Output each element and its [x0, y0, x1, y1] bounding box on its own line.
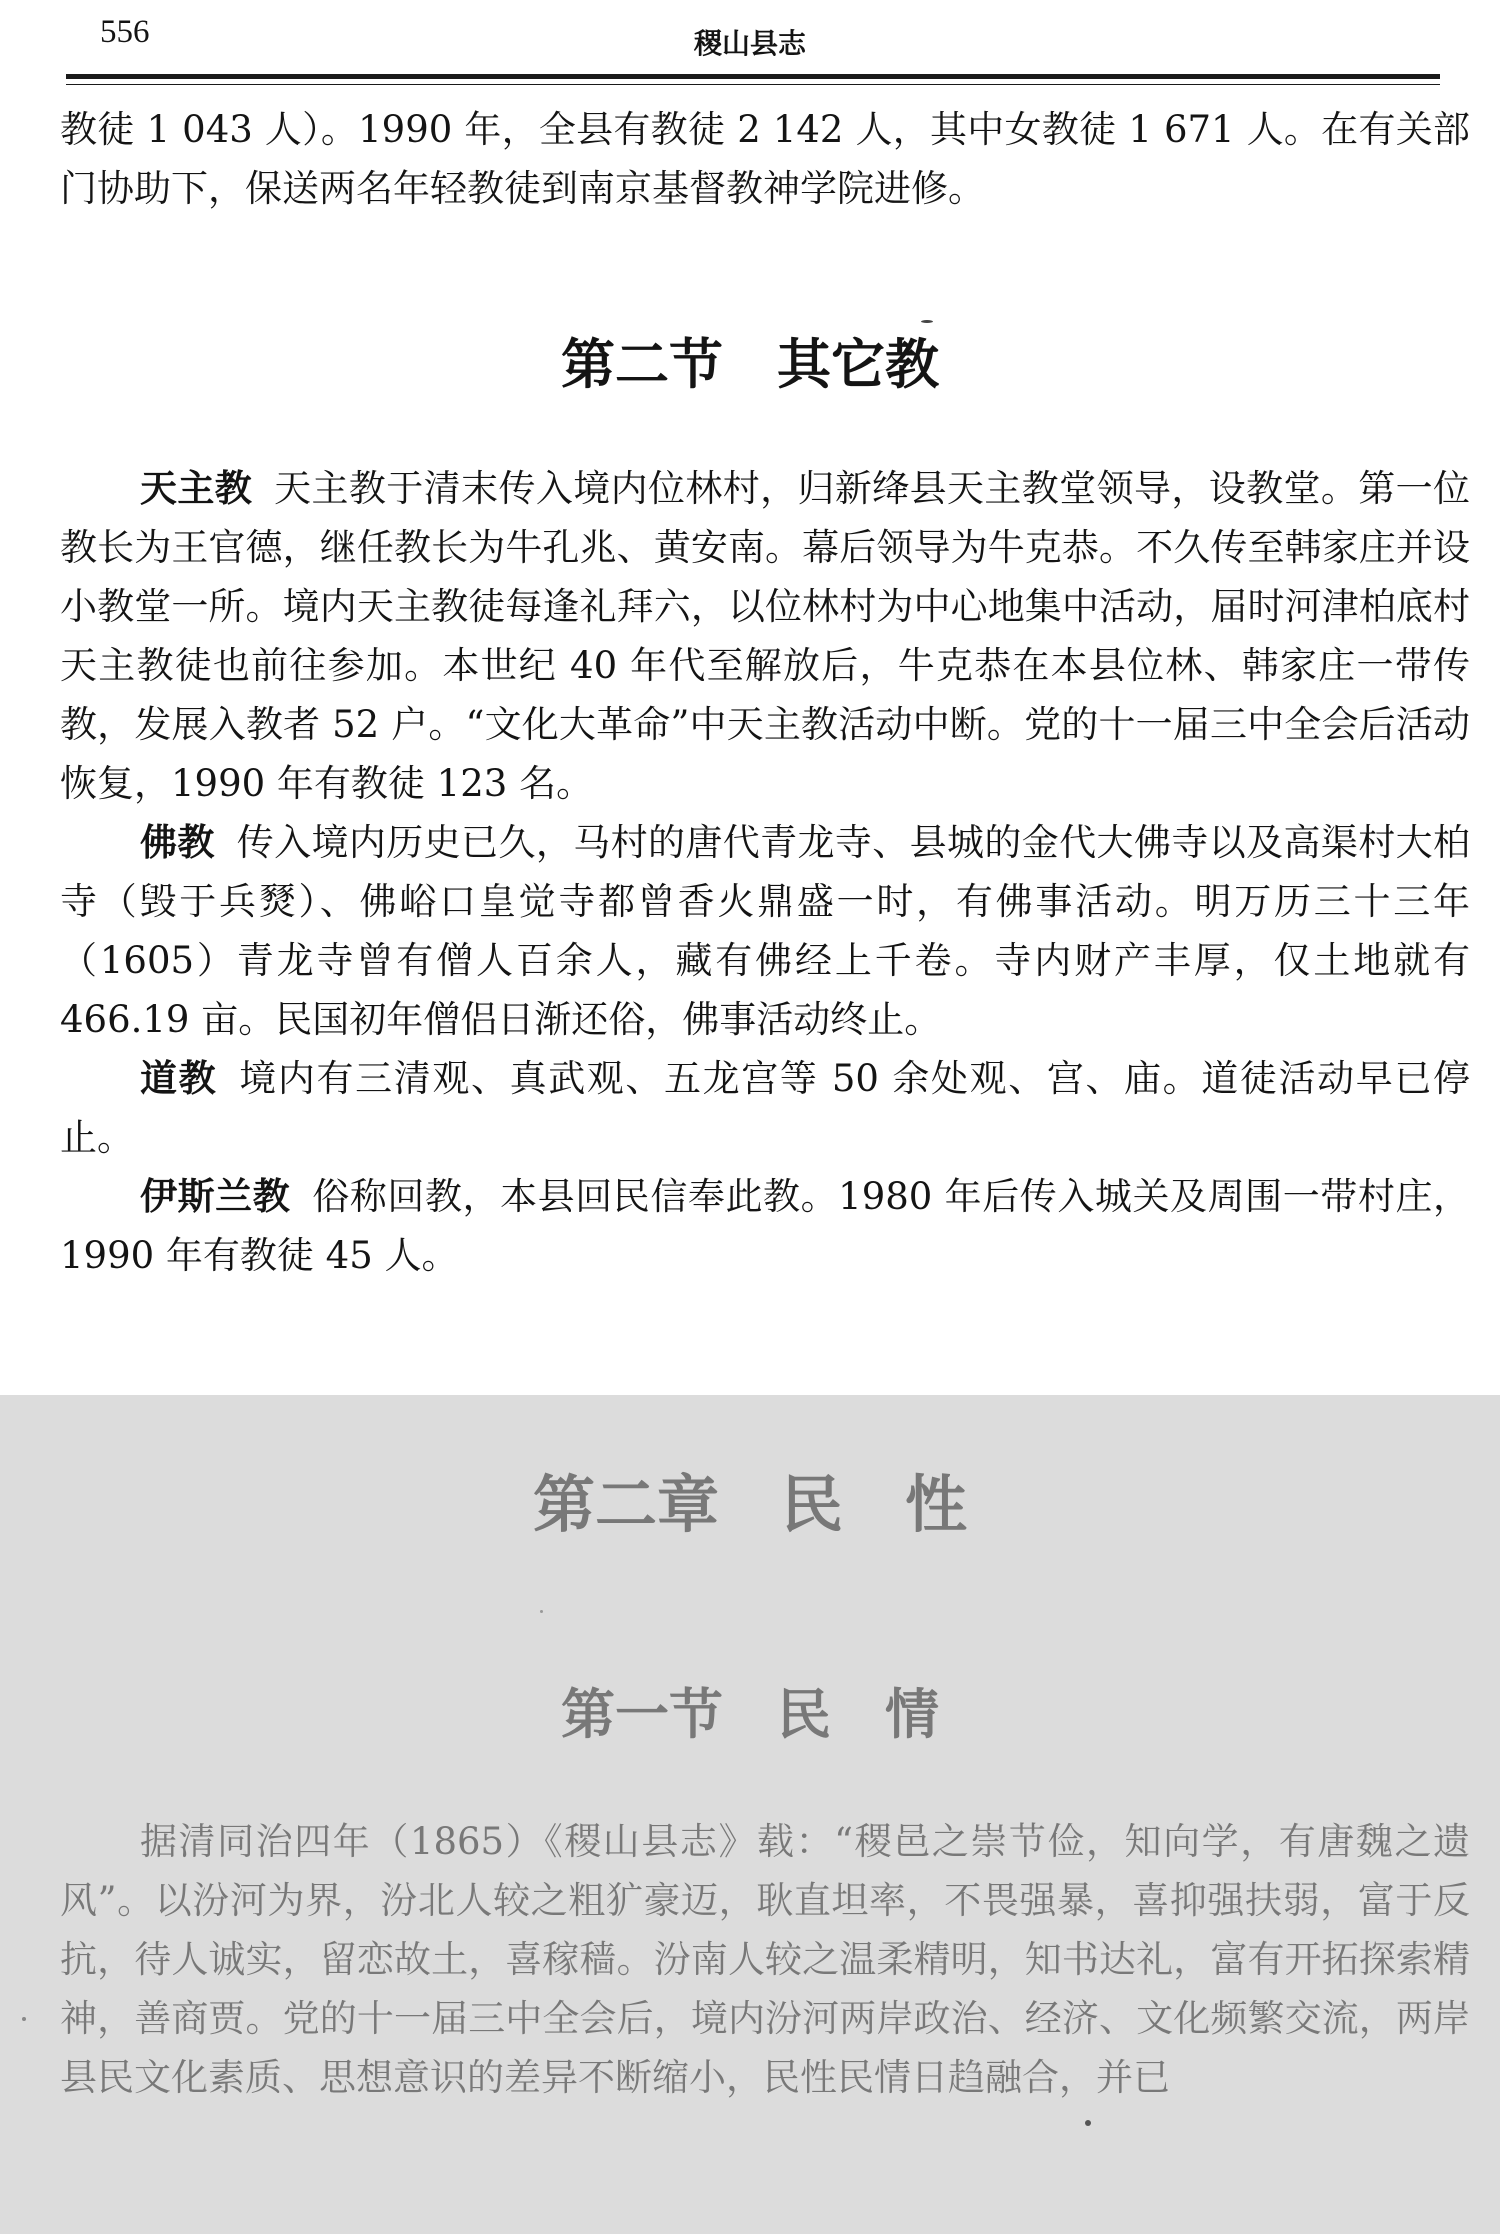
folk-customs-text-block [60, 1812, 1470, 2107]
print-speck [921, 320, 933, 323]
paragraph-islam-text: 俗称回教，本县回民信奉此教。1980 年后传入城关及周围一带村庄，1990 年有教徒 45 人。 [60, 1175, 1471, 1277]
page-number: 556 [100, 14, 150, 50]
paragraph-catholicism-text: 天主教于清末传入境内位林村，归新绛县天主教堂领导，设教堂。第一位教长为王官德，继任教长为牛孔兆、黄安南。幕后领导为牛克恭。不久传至韩家庄并设小教堂一所。境内天主教徒每逢礼拜六，以位林村为中心地集中活动，届时河津柏底村天主教徒也前往参加。本世纪 40 年代至解放后，牛克恭在本县位林、韩家庄一带传教，发展入教者 52 户。“文化大革命”中天主教活动中断。党的十一届三中全会后活动恢复，1990 年有教徒 123 名。 [60, 467, 1471, 805]
paragraph-catholicism [60, 459, 1470, 813]
continuation-paragraph: 教徒 1 043 人）。1990 年，全县有教徒 2 142 人，其中女教徒 1 671 人。在有关部门协助下，保送两名年轻教徒到南京基督教神学院进修。 [60, 108, 1470, 210]
running-head-title: 稷山县志 [693, 27, 806, 60]
print-speck [540, 1610, 543, 1613]
term-buddhism: 佛教 [140, 821, 215, 864]
paragraph-islam [60, 1167, 1470, 1285]
page-lower-region [0, 1395, 1500, 2234]
term-taoism: 道教 [140, 1057, 218, 1100]
section-title-other-religions: 第二节 其它教 [561, 333, 939, 396]
continuation-text-block [60, 100, 1470, 218]
term-islam: 伊斯兰教 [140, 1175, 291, 1218]
header-rule-thick [66, 74, 1440, 79]
print-speck [22, 2017, 26, 2021]
paragraph-taoism [60, 1049, 1470, 1167]
religions-text-block [60, 459, 1470, 1285]
paragraph-folk-customs: 据清同治四年（1865）《稷山县志》载：“稷邑之崇节俭，知向学，有唐魏之遗风”。以汾河为界，汾北人较之粗犷豪迈，耿直坦率，不畏强暴，喜抑强扶弱，富于反抗，待人诚实，留恋故土，喜稼穑。汾南人较之温柔精明，知书达礼，富有开拓探索精神，善商贾。党的十一届三中全会后，境内汾河两岸政治、经济、文化频繁交流，两岸县民文化素质、思想意识的差异不断缩小，民性民情日趋融合，并已 [60, 1820, 1470, 2099]
section-title-folk-customs: 第一节 民 情 [561, 1683, 939, 1746]
paragraph-buddhism-text: 传入境内历史已久，马村的唐代青龙寺、县城的金代大佛寺以及高渠村大柏寺（毁于兵燹）、佛峪口皇觉寺都曾香火鼎盛一时，有佛事活动。明万历三十三年（1605）青龙寺曾有僧人百余人，藏有佛经上千卷。寺内财产丰厚，仅土地就有 466.19 亩。民国初年僧侣日渐还俗，佛事活动终止。 [60, 821, 1470, 1041]
header-rule-thin [66, 84, 1440, 85]
chapter-title-folk-character: 第二章 民 性 [532, 1468, 967, 1541]
print-speck [1085, 2120, 1091, 2126]
paragraph-taoism-text: 境内有三清观、真武观、五龙宫等 50 余处观、宫、庙。道徒活动早已停止。 [60, 1057, 1471, 1159]
paragraph-buddhism [60, 813, 1470, 1049]
term-catholicism: 天主教 [140, 467, 253, 510]
